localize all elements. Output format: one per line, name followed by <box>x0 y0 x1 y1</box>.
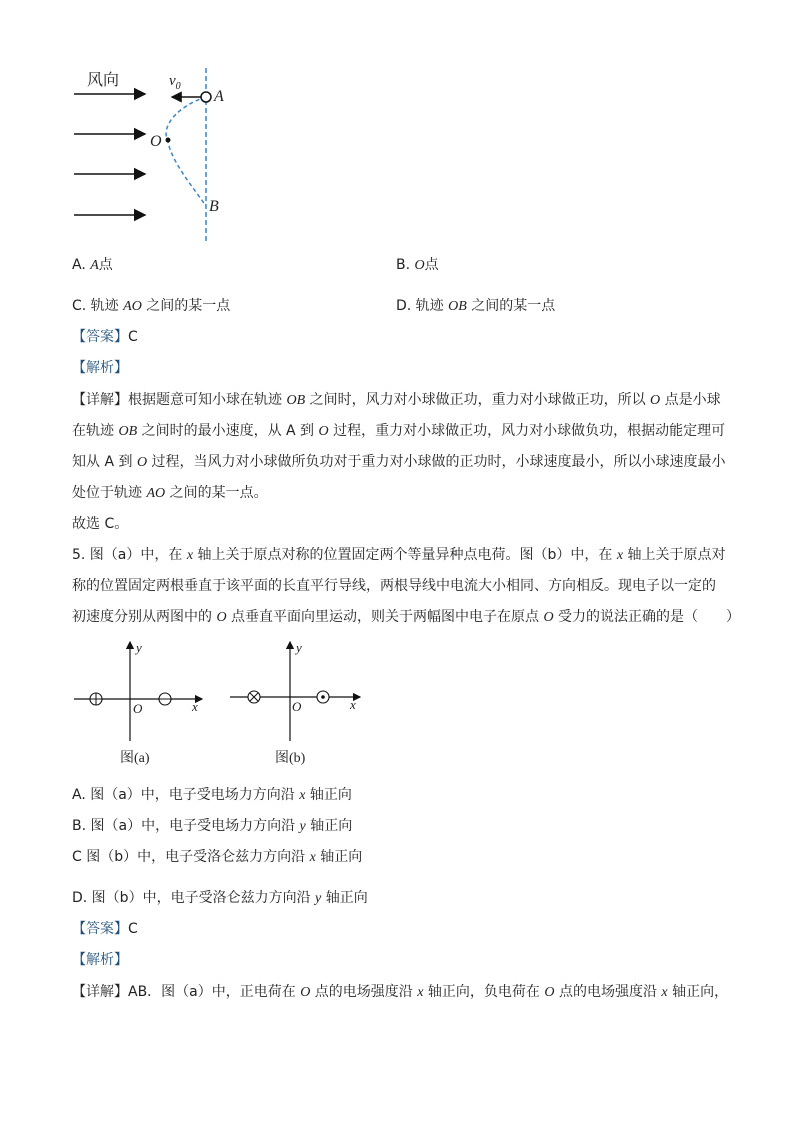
point-o-dot <box>166 138 171 143</box>
current-into-page-icon <box>248 691 260 703</box>
q4-detail-line-2: 在轨迹 OB 之间时的最小速度，从 A 到 O 过程，重力对小球做正功，风力对小球做负功，根据动能定理可 <box>72 423 726 439</box>
q4-option-d: D. 轨迹 OB 之间的某一点 <box>396 298 556 314</box>
q5-detail-line-1: 【详解】AB．图（a）中，正电荷在 O 点的电场强度沿 x 轴正向，负电荷在 O 点的电场强度沿 x 轴正向， <box>72 984 729 1000</box>
wind-direction-label: 风向 <box>87 70 120 89</box>
q4-conclusion: 故选 C。 <box>72 516 129 532</box>
current-out-of-page-icon <box>317 691 329 703</box>
q5-answer: 【答案】C <box>72 921 138 937</box>
figure-a-caption: 图(a) <box>120 751 150 766</box>
figure-b-x-label: x <box>350 697 356 712</box>
v0-label: $v_0$ <box>169 73 181 92</box>
q5-option-d: D. 图（b）中，电子受洛仑兹力方向沿 y 轴正向 <box>72 890 368 906</box>
positive-charge-icon <box>90 693 102 705</box>
q4-option-b: B. O点 <box>396 257 439 273</box>
q5-analysis-tag: 【解析】 <box>72 952 128 968</box>
q4-option-c: C. 轨迹 AO 之间的某一点 <box>72 298 231 314</box>
q5-option-c: C 图（b）中，电子受洛仑兹力方向沿 x 轴正向 <box>72 849 363 865</box>
q4-detail-line-4: 处位于轨迹 AO 之间的某一点。 <box>72 485 268 501</box>
q4-analysis-tag: 【解析】 <box>72 360 128 376</box>
point-a-label: A <box>214 88 224 105</box>
q5-option-a: A. 图（a）中，电子受电场力方向沿 x 轴正向 <box>72 787 352 803</box>
q4-option-a: A. A点 <box>72 257 113 273</box>
figure-b-origin-label: O <box>292 699 302 714</box>
point-o-label: O <box>150 133 162 150</box>
q4-answer: 【答案】C <box>72 329 138 345</box>
q5-stem-line-1: 5. 图（a）中，在 x 轴上关于原点对称的位置固定两个等量异种点电荷。图（b）中，在 x 轴上关于原点对 <box>72 547 726 563</box>
trajectory-curve <box>166 97 206 206</box>
figure-b-caption: 图(b) <box>275 751 306 766</box>
figure-a-x-label: x <box>192 699 198 714</box>
q4-detail-line-3: 知从 A 到 O 过程，当风力对小球做所负功对于重力对小球做的正功时，小球速度最小，所以小球速度最小 <box>72 454 726 470</box>
point-b-label: B <box>209 198 219 215</box>
q5-stem-line-3: 初速度分别从两图中的 O 点垂直平面向里运动，则关于两幅图中电子在原点 O 受力的说法正确的是（ ） <box>72 609 741 625</box>
q5-stem-line-2: 称的位置固定两根垂直于该平面的长直平行导线，两根导线中电流大小相同、方向相反。现电子以一定的 <box>72 578 716 594</box>
figure-a-origin-label: O <box>133 701 143 716</box>
negative-charge-icon <box>159 693 171 705</box>
q4-detail-line-1: 【详解】根据题意可知小球在轨迹 OB 之间时，风力对小球做正功，重力对小球做正功，所以 O 点是小球 <box>72 392 721 408</box>
figure-b-y-label: y <box>296 640 302 655</box>
figure-a-y-label: y <box>136 640 142 655</box>
q5-option-b: B. 图（a）中，电子受电场力方向沿 y 轴正向 <box>72 818 353 834</box>
ball-at-a <box>201 92 211 102</box>
